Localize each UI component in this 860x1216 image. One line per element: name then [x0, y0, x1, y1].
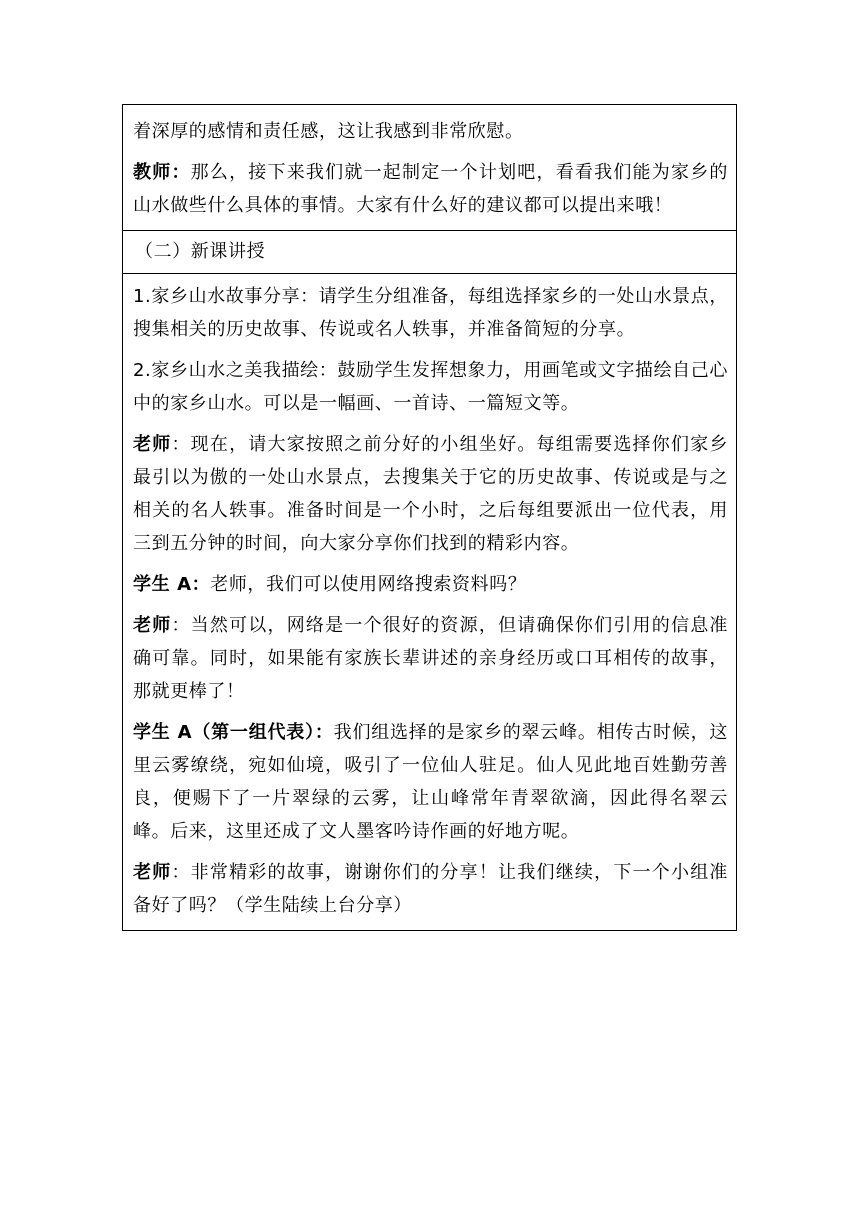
speaker-label: 学生 A	[133, 574, 192, 595]
table-row	[123, 274, 737, 931]
dialogue-paragraph	[133, 428, 728, 560]
speaker-colon: ：	[314, 722, 334, 743]
dialogue-text: 当然可以，网络是一个很好的资源，但请确保你们引用的信息准确可靠。同时，如果能有家族长辈讲述的亲身经历或口耳相传的故事，那就更棒了！	[133, 615, 729, 702]
dialogue-paragraph	[133, 856, 728, 922]
activity-text: 1.家乡山水故事分享：请学生分组准备，每组选择家乡的一处山水景点，搜集相关的历史故事、传说或名人轶事，并准备简短的分享。	[133, 286, 728, 340]
dialogue-text: 非常精彩的故事，谢谢你们的分享！让我们继续，下一个小组准备好了吗？（学生陆续上台分享）	[133, 862, 729, 916]
dialogue-text: 老师，我们可以使用网络搜索资料吗？	[210, 574, 527, 595]
speaker-label: 老师	[133, 615, 172, 636]
speaker-colon: ：	[171, 862, 191, 883]
speaker-colon: ：	[191, 574, 211, 595]
speaker-colon: ：	[171, 162, 191, 183]
lesson-content-cell	[123, 274, 737, 931]
paragraph	[133, 115, 728, 148]
lesson-plan-table	[122, 104, 737, 931]
dialogue-paragraph	[133, 156, 728, 222]
continuation-cell	[123, 105, 737, 231]
speaker-colon: ：	[171, 434, 191, 455]
activity-text: 2.家乡山水之美我描绘：鼓励学生发挥想象力，用画笔或文字描绘自己心中的家乡山水。可以是一幅画、一首诗、一篇短文等。	[133, 360, 728, 414]
paragraph-text: 着深厚的感情和责任感，这让我感到非常欣慰。	[133, 121, 524, 142]
dialogue-text: 现在，请大家按照之前分好的小组坐好。每组需要选择你们家乡最引以为傲的一处山水景点，去搜集关于它的历史故事、传说或是与之相关的名人轶事。准备时间是一个小时，之后每组要派出一位代表，用三到五分钟的时间，向大家分享你们找到的精彩内容。	[133, 434, 729, 554]
speaker-colon: ：	[171, 615, 191, 636]
speaker-label: 老师	[133, 434, 172, 455]
dialogue-paragraph	[133, 568, 728, 601]
speaker-label: 教师	[133, 162, 172, 183]
table-row	[123, 105, 737, 231]
table-row	[123, 231, 737, 274]
section-heading: （二）新课讲授	[135, 241, 266, 262]
activity-item	[133, 280, 728, 346]
dialogue-paragraph	[133, 609, 728, 708]
section-heading-cell	[123, 231, 737, 274]
speaker-label: 学生 A（第一组代表）	[133, 722, 315, 743]
activity-item	[133, 354, 728, 420]
dialogue-text: 那么，接下来我们就一起制定一个计划吧，看看我们能为家乡的山水做些什么具体的事情。大家有什么好的建议都可以提出来哦！	[133, 162, 729, 216]
speaker-label: 老师	[133, 862, 172, 883]
dialogue-paragraph	[133, 716, 728, 848]
dialogue-text: 我们组选择的是家乡的翠云峰。相传古时候，这里云雾缭绕，宛如仙境，吸引了一位仙人驻足。仙人见此地百姓勤劳善良，便赐下了一片翠绿的云雾，让山峰常年青翠欲滴，因此得名翠云峰。后来，这里还成了文人墨客吟诗作画的好地方呢。	[133, 722, 728, 842]
